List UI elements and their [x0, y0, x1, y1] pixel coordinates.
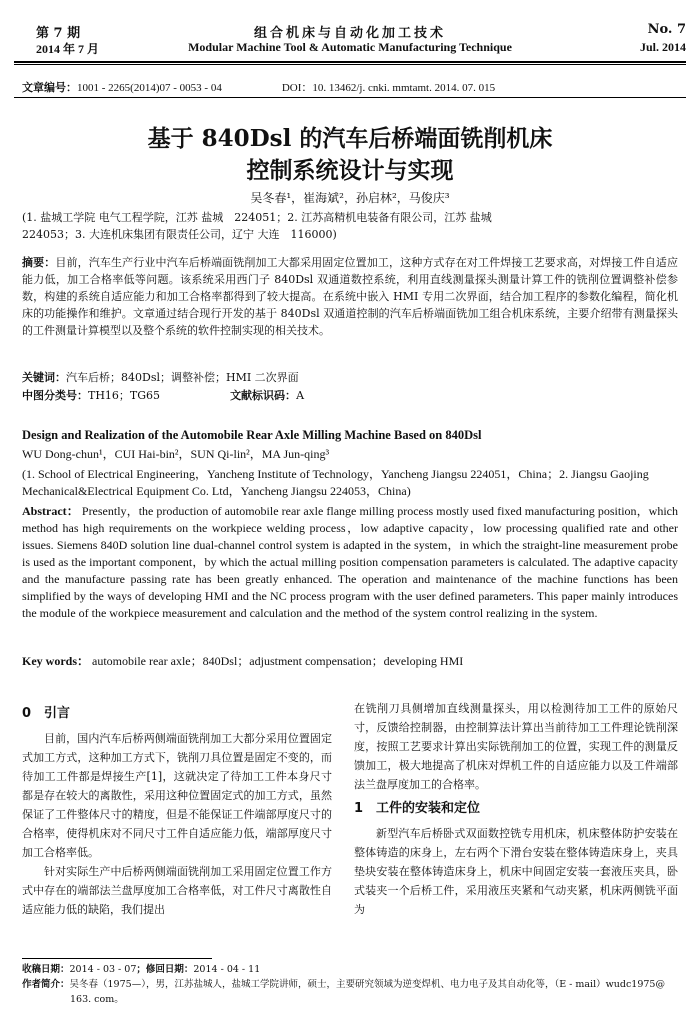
abstract-en-text: Presently，the production of automobile rear axle flange milling process mostly used fixed manufacturing position，which method has high requirements on the workpiece welding process，low adaptive capacity，low processing qualified rate and other issues. Siemens 840D solution line dual-channel control system is adapted in the system，in which the straight-line measurement probe is used as the important component，by which the actual milling position compensation parameters is calculated. The adaptive capacity and the manufacture passing rate has been greatly enhanced. The operation and maintenance of the machine functions has been simplified by the ways of developing HMI and the NC process program with the user defined parameters. This paper mainly introduces the module of the workpiece measurement and calculation and the method of the system control realizing in the system. [22, 504, 679, 620]
revised-date: 2014 - 04 - 11 [193, 964, 261, 975]
bio-line-1: 吴冬春（1975—），男，江苏盐城人，盐城工学院讲师，硕士，主要研究领域为逆变焊机、电力电子及其自动化等，（E - mail）wudc1975@ [69, 979, 665, 990]
paragraph: 目前，国内汽车后桥两侧端面铣削加工大都分采用位置固定式加工方式，这种加工方式下，铣削刀具位置是固定不变的，而待加工工件都是焊接生产[1]，这就决定了待加工工件本身尺寸都是存在较大的离散性，采用这种位置固定式的加工方式，虽然保证了工件整体尺寸的精度，但是不能保证工件端部厚度尺寸的合格率，使得机床对不同尺寸工件自适应能力低，端部厚度尺寸加工合格率低。 [22, 732, 332, 859]
meta-rule [14, 97, 686, 98]
revised-label: ；修回日期： [136, 964, 194, 975]
abstract-en-label: Abstract： [22, 504, 79, 518]
abstract-en [22, 503, 678, 622]
issue-number-en: No. 7 [647, 22, 686, 37]
section-0-heading: 0 引言 [22, 706, 71, 721]
issue-date-cn: 2014 年 7 月 [36, 42, 100, 56]
author-bio [22, 977, 678, 992]
doc-code-label: 文献标识码： [230, 389, 297, 402]
section-1-heading: 1 工件的安装和定位 [354, 801, 481, 816]
keywords-en-text: automobile rear axle；840Dsl；adjustment compensation；developing HMI [92, 654, 464, 668]
body-left-column [22, 704, 332, 919]
affiliations-en: (1. School of Electrical Engineering，Yancheng Institute of Technology，Yancheng Jiangsu 224051，China；2. Jiangsu Gaojing Mechanical&Electrical Equipment Co. Ltd，Yancheng Jiangsu 224053，China) [22, 467, 649, 498]
classification-cn [22, 387, 678, 404]
footnotes [22, 962, 678, 1007]
article-meta [22, 79, 682, 95]
keywords-cn [22, 369, 678, 386]
running-header-en [14, 40, 686, 58]
journal-name-cn: 组合机床与自动化加工技术 [253, 26, 446, 41]
keywords-en [22, 653, 678, 670]
article-number: 1001 - 2265(2014)07 - 0053 - 04 [77, 82, 222, 94]
authors-en: WU Dong-chun¹，CUI Hai-bin²，SUN Qi-lin²，MA Jun-qing³ [22, 447, 330, 461]
clc-code: TH16；TG65 [88, 389, 161, 402]
journal-name-en: Modular Machine Tool & Automatic Manufacturing Technique [188, 40, 512, 54]
paragraph: 针对实际生产中后桥两侧端面铣削加工采用固定位置工作方式中存在的端部法兰盘厚度加工合格率低，对工件尺寸离散性自适应能力低的缺陷，我们提出 [22, 865, 332, 916]
keywords-cn-label: 关键词： [22, 371, 66, 384]
abstract-cn-label: 摘要： [22, 256, 56, 269]
clc-label: 中图分类号： [22, 389, 88, 402]
title-cn-line1: 基于 840Dsl 的汽车后桥端面铣削机床 [147, 125, 553, 152]
title-cn-line2: 控制系统设计与实现 [246, 157, 454, 184]
bio-label: 作者简介： [22, 979, 70, 990]
dates-line [22, 962, 678, 977]
affiliations-cn [22, 209, 678, 243]
abstract-cn [22, 254, 678, 339]
doi: DOI：10. 13462/j. cnki. mmtamt. 2014. 07. 015 [281, 82, 496, 94]
authors-cn: 吴冬春¹，崔海斌²，孙启林²，马俊庆³ [250, 191, 450, 205]
keywords-en-label: Key words： [22, 654, 89, 668]
abstract-cn-text: 目前，汽车生产行业中汽车后桥端面铣削加工大都采用固定位置加工，这种方式存在对工件焊接工艺要求高，对焊接工件自适应能力低，加工合格率低等问题。该系统采用西门子 840Dsl 双通道数控系统，利用直线测量探头测量计算工件的铣削位置调整补偿参数，构建的系统自适应能力和加工合格率都得到了较大提高。在系统中嵌入 HMI 专用二次界面，结合加工程序的参数化编程，简化机床的功能操作和维护。文章通过结合现行开发的基于 840Dsl 双通道控制的汽车后桥端面铣加工组合机床系统，主要介绍带有测量探头的工件测量计算模型以及整个系统的软件控制实现的相关技术。 [22, 256, 679, 337]
affiliation-line-1: (1. 盐城工学院 电气工程学院，江苏 盐城 224051；2. 江苏高精机电装备有限公司，江苏 盐城 [22, 211, 492, 224]
keywords-cn-text: 汽车后桥；840Dsl；调整补偿；HMI 二次界面 [66, 371, 299, 384]
bio-line-2: 163. com。 [70, 994, 124, 1005]
affiliation-line-2: 224053；3. 大连机床集团有限责任公司，辽宁 大连 116000) [22, 228, 337, 241]
doc-code: A [296, 389, 305, 402]
received-date: 2014 - 03 - 07 [69, 964, 137, 975]
received-label: 收稿日期： [22, 964, 70, 975]
article-number-label: 文章编号： [22, 81, 77, 94]
paragraph-continued: 在铣削刀具侧增加直线测量探头，用以检测待加工工件的原始尺寸，反馈给控制器，由控制算法计算出当前待加工工件理论铣削深度，按照工艺要求计算出实际铣削加工的位置，实现工件的测量反馈加工，极大地提高了机床对焊机工件的自适应能力以及工件端部法兰盘厚度加工的合格率。 [354, 702, 678, 791]
issue-number-cn: 第 7 期 [36, 26, 81, 41]
paragraph: 新型汽车后桥卧式双面数控铣专用机床，机床整体防护安装在整体铸造的床身上，左右两个下滑台安装在整体铸造床身上，夹具垫块安装在整体铸造床身上，机床中间固定安装一套液压夹具，卧式装夹一个后桥工件，采用液压夹紧和气动夹紧，机床两侧铣平面为 [354, 827, 678, 916]
footnote-rule [22, 958, 212, 959]
header-rule [14, 61, 686, 63]
issue-date-en: Jul. 2014 [639, 40, 686, 54]
body-right-column [354, 699, 678, 919]
running-header-cn [14, 22, 686, 40]
header-rule-thin [14, 64, 686, 65]
title-en: Design and Realization of the Automobile Rear Axle Milling Machine Based on 840Dsl [22, 428, 482, 442]
